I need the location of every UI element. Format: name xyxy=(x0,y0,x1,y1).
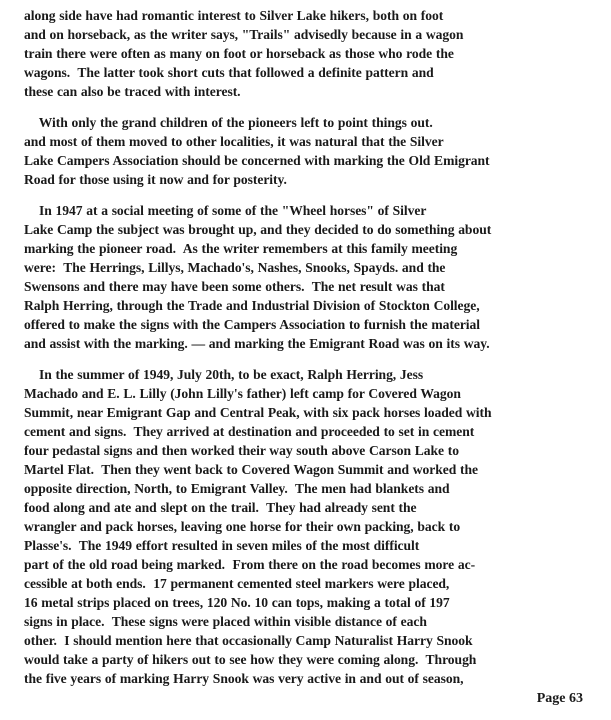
text-line: Summit, near Emigrant Gap and Central Peak, with six pack horses loaded with xyxy=(24,405,492,420)
text-line: 16 metal strips placed on trees, 120 No. 10 can tops, making a total of 197 xyxy=(24,595,450,610)
text-line: cessible at both ends. 17 permanent cemented steel markers were placed, xyxy=(24,576,450,591)
text-line: Martel Flat. Then they went back to Covered Wagon Summit and worked the xyxy=(24,462,478,477)
text-line: wagons. The latter took short cuts that followed a definite pattern and xyxy=(24,65,434,80)
text-line: In the summer of 1949, July 20th, to be exact, Ralph Herring, Jess xyxy=(24,367,424,382)
text-line: Swensons and there may have been some others. The net result was that xyxy=(24,279,445,294)
text-line: Ralph Herring, through the Trade and Industrial Division of Stockton College, xyxy=(24,298,480,313)
text-line: wrangler and pack horses, leaving one horse for their own packing, back to xyxy=(24,519,461,534)
text-line: Plasse's. The 1949 effort resulted in seven miles of the most difficult xyxy=(24,538,420,553)
paragraph xyxy=(24,201,600,353)
text-line: Lake Camp the subject was brought up, and they decided to do something about xyxy=(24,222,492,237)
text-line: along side have had romantic interest to Silver Lake hikers, both on foot xyxy=(24,8,444,23)
text-line: cement and signs. They arrived at destination and proceeded to set in cement xyxy=(24,424,475,439)
page-number: Page 63 xyxy=(536,691,583,706)
text-line: signs in place. These signs were placed within visible distance of each xyxy=(24,614,427,629)
text-line: food along and ate and slept on the trail. They had already sent the xyxy=(24,500,417,515)
body-text xyxy=(24,6,600,688)
text-line: Lake Campers Association should be concerned with marking the Old Emigrant xyxy=(24,153,490,168)
text-line: and assist with the marking. — and marking the Emigrant Road was on its way. xyxy=(24,336,490,351)
paragraph-gap xyxy=(24,189,600,201)
text-line: four pedastal signs and then worked their way south above Carson Lake to xyxy=(24,443,459,458)
text-line: were: The Herrings, Lillys, Machado's, Nashes, Snooks, Spayds. and the xyxy=(24,260,446,275)
text-line: With only the grand children of the pioneers left to point things out. xyxy=(24,115,433,130)
text-line: and on horseback, as the writer says, "Trails" advisedly because in a wagon xyxy=(24,27,464,42)
text-line: would take a party of hikers out to see how they were coming along. Through xyxy=(24,652,477,667)
text-line: the five years of marking Harry Snook was very active in and out of season, xyxy=(24,671,464,686)
text-line: opposite direction, North, to Emigrant Valley. The men had blankets and xyxy=(24,481,450,496)
paragraph xyxy=(24,6,600,101)
paragraph xyxy=(24,113,600,189)
text-line: In 1947 at a social meeting of some of the "Wheel horses" of Silver xyxy=(24,203,427,218)
paragraph xyxy=(24,365,600,688)
text-line: Machado and E. L. Lilly (John Lilly's father) left camp for Covered Wagon xyxy=(24,386,461,401)
text-line: Road for those using it now and for posterity. xyxy=(24,172,287,187)
text-line: part of the old road being marked. From there on the road becomes more ac- xyxy=(24,557,476,572)
paragraph-gap xyxy=(24,101,600,113)
text-line: these can also be traced with interest. xyxy=(24,84,241,99)
paragraph-gap xyxy=(24,353,600,365)
text-line: other. I should mention here that occasionally Camp Naturalist Harry Snook xyxy=(24,633,473,648)
text-line: and most of them moved to other localities, it was natural that the Silver xyxy=(24,134,444,149)
text-line: offered to make the signs with the Campers Association to furnish the material xyxy=(24,317,481,332)
text-line: marking the pioneer road. As the writer remembers at this family meeting xyxy=(24,241,458,256)
text-line: train there were often as many on foot or horseback as those who rode the xyxy=(24,46,454,61)
